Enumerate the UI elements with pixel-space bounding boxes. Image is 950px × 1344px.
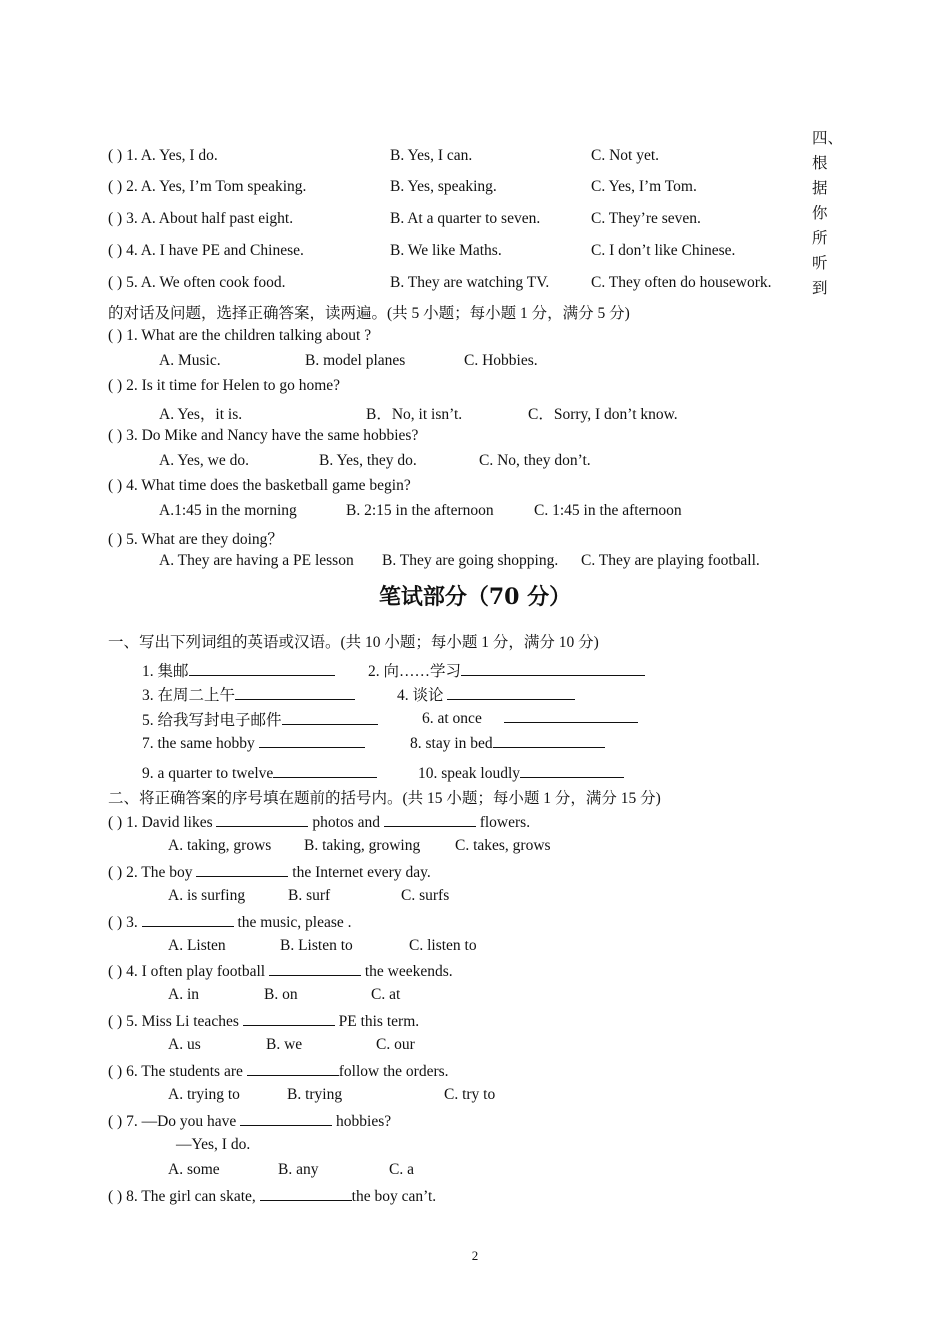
option-b: B. We like Maths. xyxy=(390,242,502,259)
option-a: A. Yes，it is. xyxy=(159,406,243,423)
question-number: ( ) 1. A. Yes, I do. xyxy=(108,147,218,164)
dialogue-reply: —Yes, I do. xyxy=(176,1136,251,1153)
option-b: B. we xyxy=(266,1036,303,1053)
part2-heading: 二、将正确答案的序号填在题前的括号内。(共 15 小题；每小题 1 分，满分 15 分) xyxy=(108,790,661,807)
option-a: A. Listen xyxy=(168,937,226,954)
side-char: 所 xyxy=(812,230,828,247)
option-a: A. trying to xyxy=(168,1086,240,1103)
answer-blank[interactable] xyxy=(240,1111,332,1126)
vocab-item: 9. a quarter to twelve xyxy=(142,763,377,783)
option-c: C. surfs xyxy=(401,887,450,904)
answer-blank[interactable] xyxy=(259,733,365,748)
answer-blank[interactable] xyxy=(142,912,234,927)
vocab-item: 10. speak loudly xyxy=(418,763,624,783)
question-number: ( ) 2. A. Yes, I’m Tom speaking. xyxy=(108,178,307,195)
option-a: A.1:45 in the morning xyxy=(159,502,297,519)
vocab-item: 1. 集邮 xyxy=(142,659,335,681)
option-c: C. They’re seven. xyxy=(591,210,701,227)
option-b: B. Yes, they do. xyxy=(319,452,417,469)
option-b: B. on xyxy=(264,986,298,1003)
option-a: A. Yes, we do. xyxy=(159,452,249,469)
answer-blank[interactable] xyxy=(247,1061,339,1076)
answer-blank[interactable] xyxy=(384,812,476,827)
answer-blank[interactable] xyxy=(216,812,308,827)
side-char: 你 xyxy=(812,205,828,222)
option-b: B. Yes, I can. xyxy=(390,147,473,164)
option-b: B. taking, growing xyxy=(304,837,421,854)
option-b: B．No, it isn’t. xyxy=(366,406,463,423)
question-text: ( ) 8. The girl can skate, the boy can’t. xyxy=(108,1188,437,1205)
option-a: A. in xyxy=(168,986,199,1003)
option-c: C. takes, grows xyxy=(455,837,551,854)
answer-blank[interactable] xyxy=(447,685,575,700)
option-a: A. us xyxy=(168,1036,201,1053)
vocab-item: 5. 给我写封电子邮件 xyxy=(142,708,378,730)
question-text: ( ) 1. What are the children talking about ? xyxy=(108,327,372,344)
option-b: B. They are watching TV. xyxy=(390,274,550,291)
option-b: B. model planes xyxy=(305,352,406,369)
question-text: ( ) 4. What time does the basketball game begin? xyxy=(108,477,411,494)
answer-blank[interactable] xyxy=(260,1186,352,1201)
question-text: ( ) 1. David likes photos and flowers. xyxy=(108,814,531,831)
question-text: ( ) 5. What are they doing？ xyxy=(108,531,283,548)
question-number: ( ) 5. A. We often cook food. xyxy=(108,274,286,291)
answer-blank[interactable] xyxy=(269,961,361,976)
question-text: ( ) 2. The boy the Internet every day. xyxy=(108,864,431,881)
option-a: A. Music. xyxy=(159,352,221,369)
written-part-title: 笔试部分（70 分） xyxy=(378,584,572,610)
option-b: B. Listen to xyxy=(280,937,353,954)
question-number: ( ) 4. A. I have PE and Chinese. xyxy=(108,242,304,259)
option-c: C. No, they don’t. xyxy=(479,452,591,469)
answer-blank[interactable] xyxy=(520,763,624,778)
option-c: C. 1:45 in the afternoon xyxy=(534,502,682,519)
vocab-item: 2. 向……学习 xyxy=(368,659,645,681)
option-c: C. at xyxy=(371,986,401,1003)
answer-blank[interactable] xyxy=(189,661,335,676)
option-a: A. is surfing xyxy=(168,887,246,904)
page-number: 2 xyxy=(471,1248,479,1263)
option-c: C. Hobbies. xyxy=(464,352,538,369)
question-text: ( ) 6. The students are follow the orders. xyxy=(108,1063,449,1080)
option-b: B. They are going shopping. xyxy=(382,552,559,569)
question-text: ( ) 2. Is it time for Helen to go home? xyxy=(108,377,341,394)
option-b: B. trying xyxy=(287,1086,343,1103)
question-text: ( ) 5. Miss Li teaches PE this term. xyxy=(108,1013,420,1030)
question-text: ( ) 3. the music, please . xyxy=(108,914,352,931)
vocab-item: 3. 在周二上午 xyxy=(142,683,355,705)
option-b: B. surf xyxy=(288,887,331,904)
side-char: 到 xyxy=(812,280,828,297)
side-char: 听 xyxy=(812,255,828,272)
option-c: C. try to xyxy=(444,1086,496,1103)
option-c: C. Yes, I’m Tom. xyxy=(591,178,697,195)
option-c: C. They are playing football. xyxy=(581,552,760,569)
question-text: ( ) 4. I often play football the weekends. xyxy=(108,963,453,980)
option-b: B. At a quarter to seven. xyxy=(390,210,541,227)
option-c: C. I don’t like Chinese. xyxy=(591,242,736,259)
section4-side-heading xyxy=(812,126,844,301)
side-char: 据 xyxy=(812,180,828,197)
part1-heading: 一、写出下列词组的英语或汉语。(共 10 小题；每小题 1 分，满分 10 分) xyxy=(108,634,599,651)
answer-blank[interactable] xyxy=(493,733,605,748)
answer-blank[interactable] xyxy=(461,661,645,676)
option-c: C．Sorry, I don’t know. xyxy=(528,406,678,423)
option-a: A. taking, grows xyxy=(168,837,272,854)
option-a: A. They are having a PE lesson xyxy=(159,552,354,569)
question-text: ( ) 7. —Do you have hobbies? xyxy=(108,1113,392,1130)
option-c: C. a xyxy=(389,1161,414,1178)
answer-blank[interactable] xyxy=(196,862,288,877)
option-b: B. 2:15 in the afternoon xyxy=(346,502,494,519)
question-text: ( ) 3. Do Mike and Nancy have the same hobbies? xyxy=(108,427,419,444)
question-number: ( ) 3. A. About half past eight. xyxy=(108,210,294,227)
option-c: C. listen to xyxy=(409,937,477,954)
answer-blank[interactable] xyxy=(504,708,638,723)
side-char: 根 xyxy=(812,155,828,172)
answer-blank[interactable] xyxy=(282,710,378,725)
vocab-item: 6. at once xyxy=(422,708,638,728)
option-a: A. some xyxy=(168,1161,220,1178)
option-c: C. They often do housework. xyxy=(591,274,772,291)
option-c: C. our xyxy=(376,1036,415,1053)
answer-blank[interactable] xyxy=(235,685,355,700)
vocab-item: 4. 谈论 xyxy=(397,683,575,705)
section4-instructions: 的对话及问题，选择正确答案，读两遍。(共 5 小题；每小题 1 分，满分 5 分) xyxy=(108,305,630,322)
side-char: 四、 xyxy=(812,130,844,147)
answer-blank[interactable] xyxy=(243,1011,335,1026)
answer-blank[interactable] xyxy=(273,763,377,778)
option-c: C. Not yet. xyxy=(591,147,660,164)
option-b: B. Yes, speaking. xyxy=(390,178,497,195)
option-b: B. any xyxy=(278,1161,319,1178)
vocab-item: 7. the same hobby xyxy=(142,733,365,753)
vocab-item: 8. stay in bed xyxy=(410,733,605,753)
